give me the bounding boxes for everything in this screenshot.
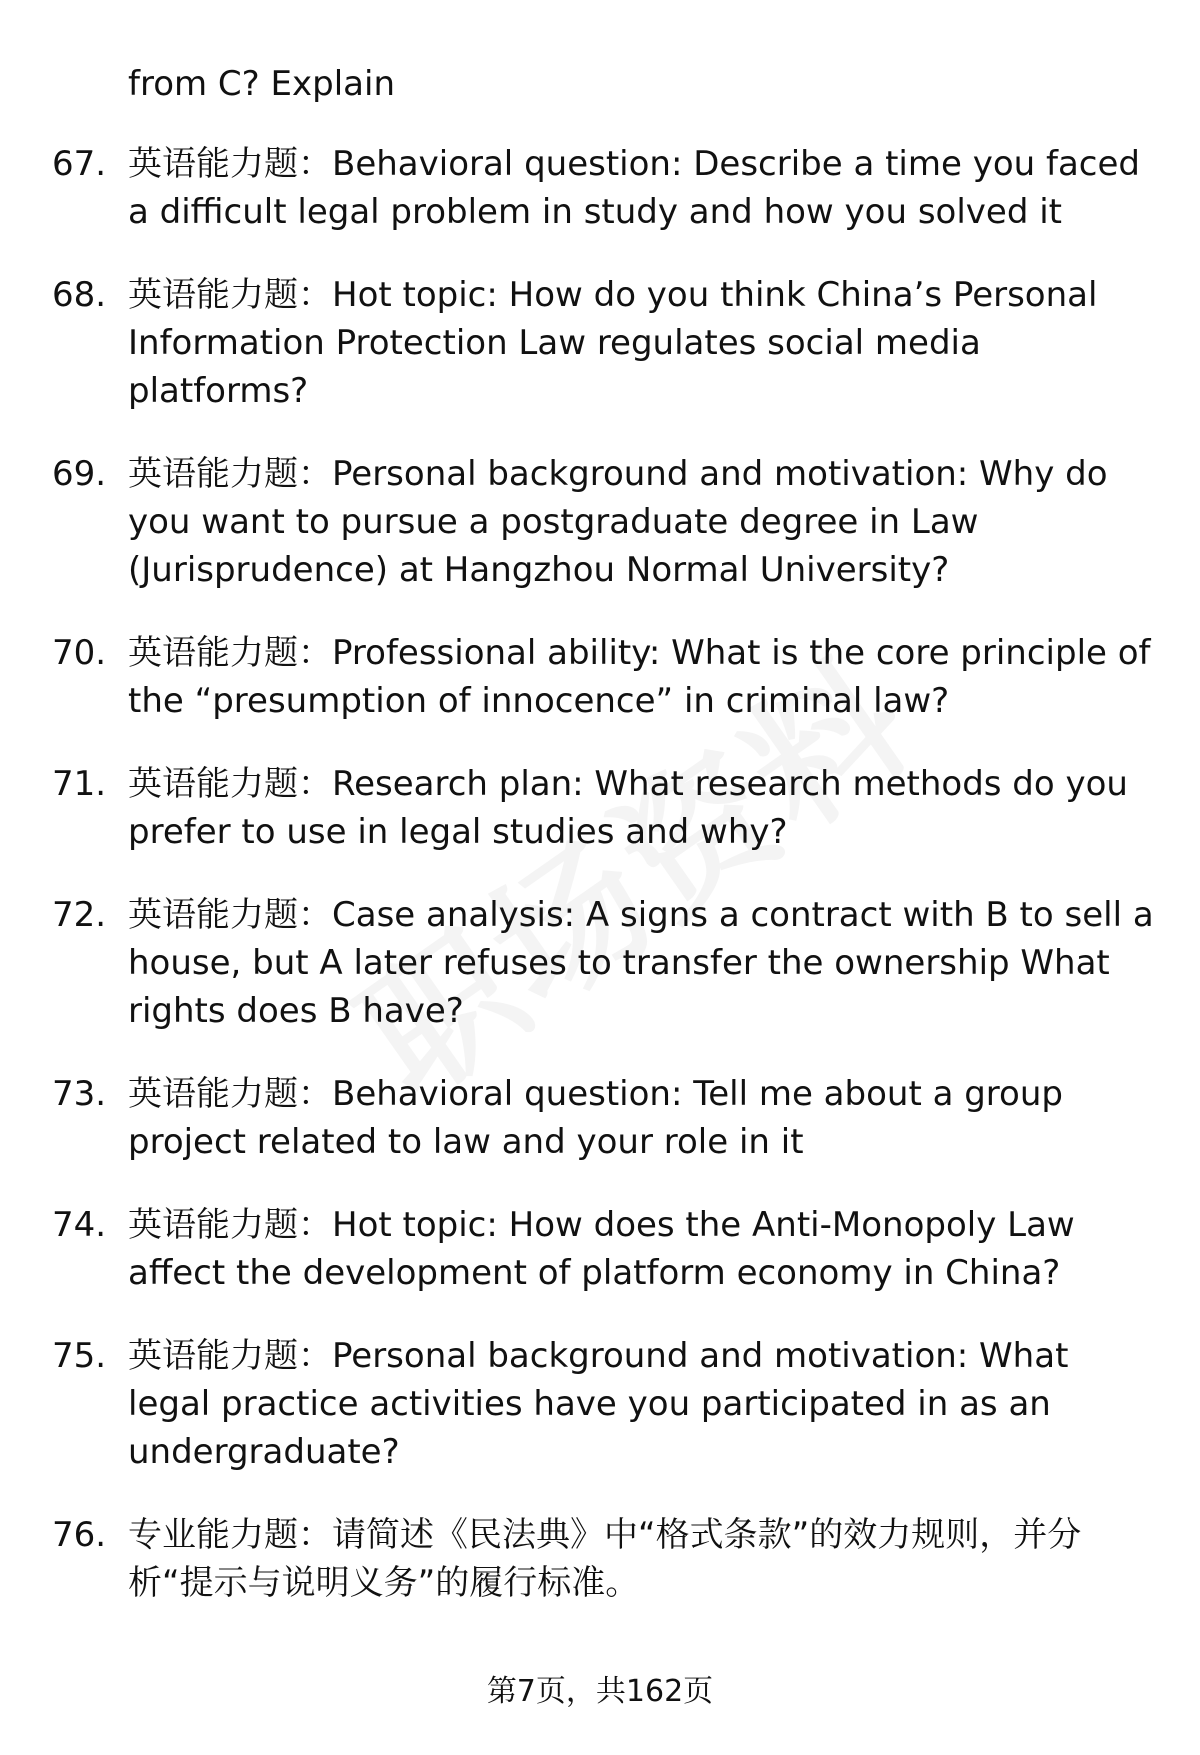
question-item — [0, 1201, 1200, 1297]
page-footer: 第7页，共162页 — [486, 1674, 714, 1709]
question-number: 70. — [52, 633, 107, 673]
question-number: 72. — [52, 895, 107, 935]
question-number: 67. — [52, 144, 107, 184]
question-item — [0, 1332, 1200, 1476]
question-text: 英语能力题：Personal background and motivation: What legal practice activities have you participated in as an undergraduate? — [128, 1336, 1069, 1472]
question-item — [0, 891, 1200, 1035]
question-item — [0, 1070, 1200, 1166]
question-number: 71. — [52, 764, 107, 804]
question-text: 英语能力题：Research plan: What research methods do you prefer to use in legal studies and why? — [128, 764, 1128, 852]
question-text: 专业能力题：请简述《民法典》中“格式条款”的效力规则，并分析“提示与说明义务”的履行标准。 — [128, 1515, 1082, 1603]
question-number: 73. — [52, 1074, 107, 1114]
question-item — [0, 450, 1200, 594]
question-list — [0, 140, 1200, 1642]
question-text: 英语能力题：Hot topic: How do you think China’s Personal Information Protection Law regulates social media platforms? — [128, 275, 1098, 411]
question-item — [0, 629, 1200, 725]
question-text: 英语能力题：Behavioral question: Tell me about a group project related to law and your role in it — [128, 1074, 1063, 1162]
question-item — [0, 1511, 1200, 1607]
question-item — [0, 140, 1200, 236]
question-text: 英语能力题：Case analysis: A signs a contract with B to sell a house, but A later refuses to transfer the ownership What rights does B have? — [128, 895, 1154, 1031]
question-text: 英语能力题：Personal background and motivation: Why do you want to pursue a postgraduate degree in Law (Jurisprudence) at Hangzhou Normal University? — [128, 454, 1108, 590]
question-item — [0, 271, 1200, 415]
question-text: 英语能力题：Behavioral question: Describe a time you faced a difficult legal problem in study and how you solved it — [128, 144, 1140, 232]
question-item — [0, 760, 1200, 856]
question-number: 68. — [52, 275, 107, 315]
question-text: 英语能力题：Professional ability: What is the core principle of the “presumption of innocence” in criminal law? — [128, 633, 1151, 721]
question-number: 75. — [52, 1336, 107, 1376]
question-number: 69. — [52, 454, 107, 494]
question-number: 76. — [52, 1515, 107, 1555]
question-number: 74. — [52, 1205, 107, 1245]
question-text: 英语能力题：Hot topic: How does the Anti-Monopoly Law affect the development of platform economy in China? — [128, 1205, 1075, 1293]
continuation-text: from C? Explain — [128, 64, 395, 104]
